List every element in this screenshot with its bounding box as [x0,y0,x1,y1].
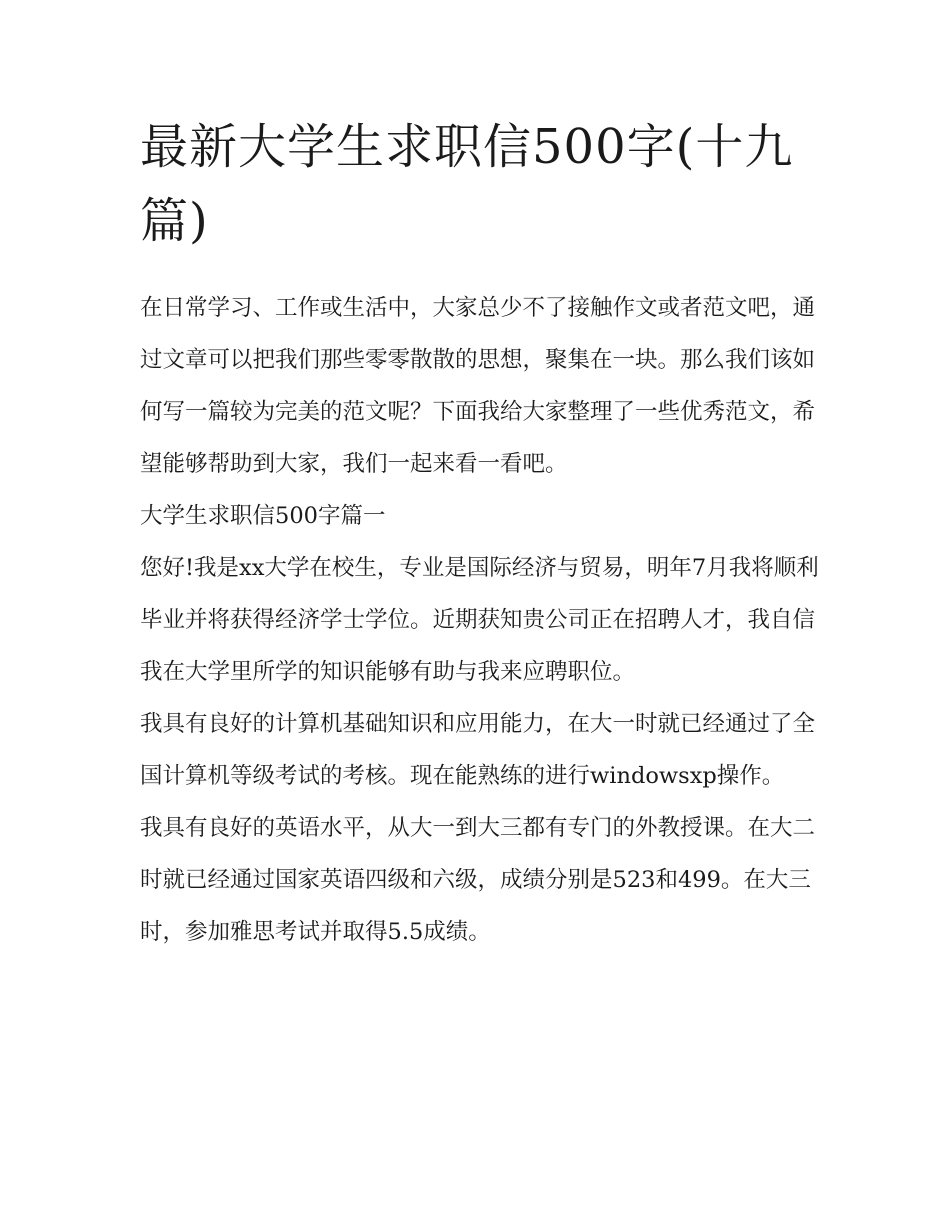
section-heading: 大学生求职信500字篇一 [140,503,386,529]
intro-paragraph: 在日常学习、工作或生活中，大家总少不了接触作文或者范文吧，通过文章可以把我们那些零零散散的思想，聚集在一块。那么我们该如何写一篇较为完美的范文呢？下面我给大家整理了一些优秀范文，希望能够帮助到大家，我们一起来看一看吧。 [140,295,816,477]
letter-paragraph: 我具有良好的英语水平，从大一到大三都有专门的外教授课。在大二时就已经通过国家英语四级和六级，成绩分别是523和499。在大三时，参加雅思考试并取得5.5成绩。 [140,815,816,945]
document-body [140,282,820,958]
document-title: 最新大学生求职信500字(十九篇) [140,119,794,249]
letter-paragraph: 您好!我是xx大学在校生，专业是国际经济与贸易，明年7月我将顺利毕业并将获得经济学士学位。近期获知贵公司正在招聘人才，我自信我在大学里所学的知识能够有助与我来应聘职位。 [140,555,819,685]
document-content [140,110,820,958]
letter-paragraph: 我具有良好的计算机基础知识和应用能力，在大一时就已经通过了全国计算机等级考试的考核。现在能熟练的进行windowsxp操作。 [140,711,816,789]
